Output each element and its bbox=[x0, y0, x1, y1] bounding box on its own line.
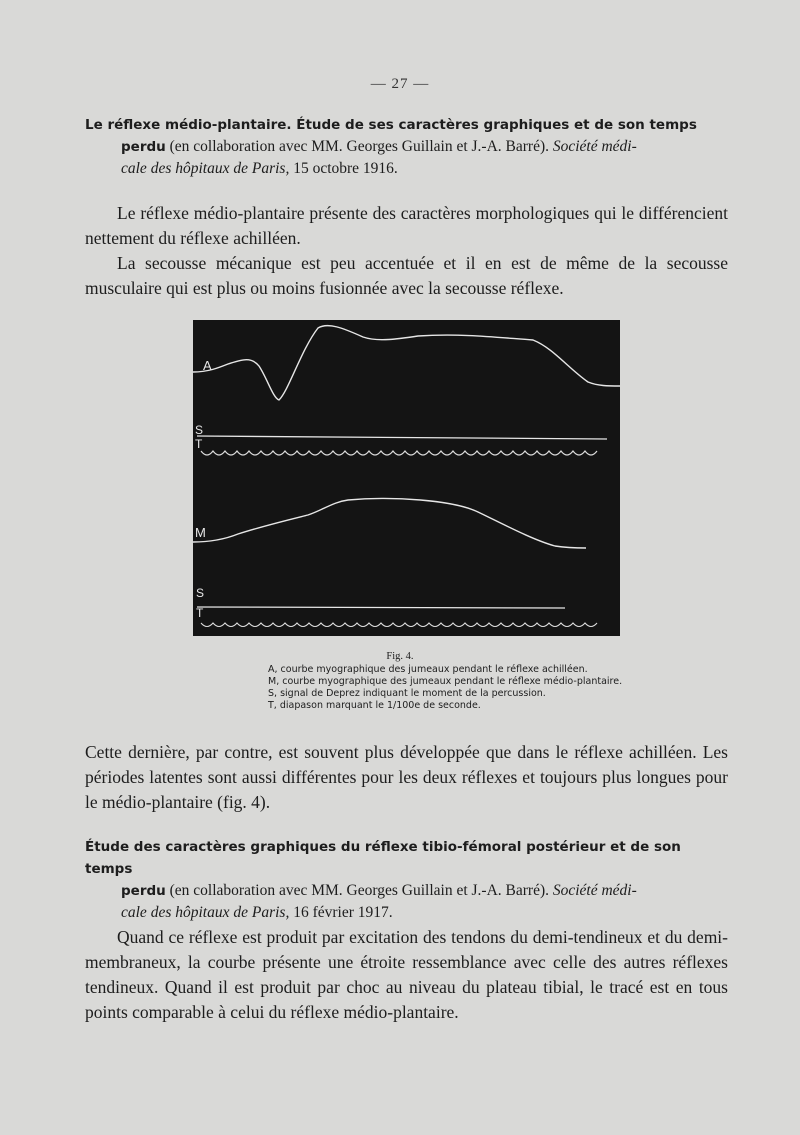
page-number: — 27 — bbox=[370, 76, 430, 92]
legend-item: S, signal de Deprez indiquant le moment de la percussion. bbox=[268, 688, 546, 699]
paragraph-4: Quand ce réflexe est produit par excitation des tendons du demi-tendineux et du demi-membraneux, la courbe présente une étroite ressemblance avec celle des autres réflexes tendineux. Quand il est produit par choc au niveau du plateau tibial, le tracé est en tous points comparable à celui du réflexe médio-plantaire. bbox=[85, 927, 728, 1022]
tuning-fork-T1 bbox=[201, 451, 597, 455]
entry-date: 15 octobre 1916. bbox=[289, 160, 398, 177]
label-S1: S bbox=[195, 423, 204, 437]
entry-journal: Société médi- bbox=[552, 138, 637, 155]
figure-legend bbox=[268, 664, 688, 712]
entry-journal-continued: cale des hôpitaux de Paris, bbox=[121, 904, 290, 921]
tuning-fork-T2 bbox=[201, 623, 597, 627]
myograph-figure bbox=[193, 320, 620, 636]
entry-journal-continued: cale des hôpitaux de Paris, bbox=[121, 160, 290, 177]
trace-M bbox=[193, 499, 586, 549]
entry-title: Étude des caractères graphiques du réflexe tibio-fémoral postérieur et de son temps bbox=[85, 839, 681, 877]
label-M: M bbox=[195, 525, 206, 540]
legend-item: A, courbe myographique des jumeaux pendant le réflexe achilléen. bbox=[268, 664, 588, 675]
signal-S2 bbox=[197, 607, 565, 608]
figure-caption: Fig. 4. bbox=[386, 651, 414, 662]
myograph-traces bbox=[193, 320, 620, 636]
label-T1: T bbox=[195, 437, 203, 451]
entry-title-continued: perdu bbox=[121, 883, 166, 899]
entry-heading-medio-plantaire bbox=[85, 114, 730, 180]
signal-S1 bbox=[197, 436, 607, 439]
label-A: A bbox=[203, 358, 212, 373]
legend-item: T, diapason marquant le 1/100e de seconde. bbox=[268, 700, 481, 711]
entry-collaboration: (en collaboration avec MM. Georges Guillain et J.-A. Barré). bbox=[165, 882, 553, 899]
entry-title: Le réflexe médio-plantaire. Étude de ses caractères graphiques et de son temps bbox=[85, 117, 697, 133]
trace-A bbox=[193, 326, 620, 400]
entry-collaboration: (en collaboration avec MM. Georges Guillain et J.-A. Barré). bbox=[165, 138, 553, 155]
paragraph-2: La secousse mécanique est peu accentuée et il en est de même de la secousse musculaire qui est plus ou moins fusionnée avec la secousse réflexe. bbox=[85, 253, 728, 298]
entry-heading-tibio-femoral bbox=[85, 836, 730, 924]
label-S2: S bbox=[196, 586, 205, 600]
entry-date: 16 février 1917. bbox=[289, 904, 393, 921]
paragraph-3: Cette dernière, par contre, est souvent plus développée que dans le réflexe achilléen. Les périodes latentes sont aussi différentes pour les deux réflexes et toujours plus longues pour le médio-plantaire (fig. 4). bbox=[85, 742, 728, 812]
paragraph-1: Le réflexe médio-plantaire présente des caractères morphologiques qui le différencient nettement du réflexe achilléen. bbox=[85, 203, 728, 248]
entry-title-continued: perdu bbox=[121, 139, 166, 155]
label-T2: T bbox=[196, 606, 204, 620]
legend-item: M, courbe myographique des jumeaux pendant le réflexe médio-plantaire. bbox=[268, 676, 623, 687]
entry-journal: Société médi- bbox=[552, 882, 637, 899]
